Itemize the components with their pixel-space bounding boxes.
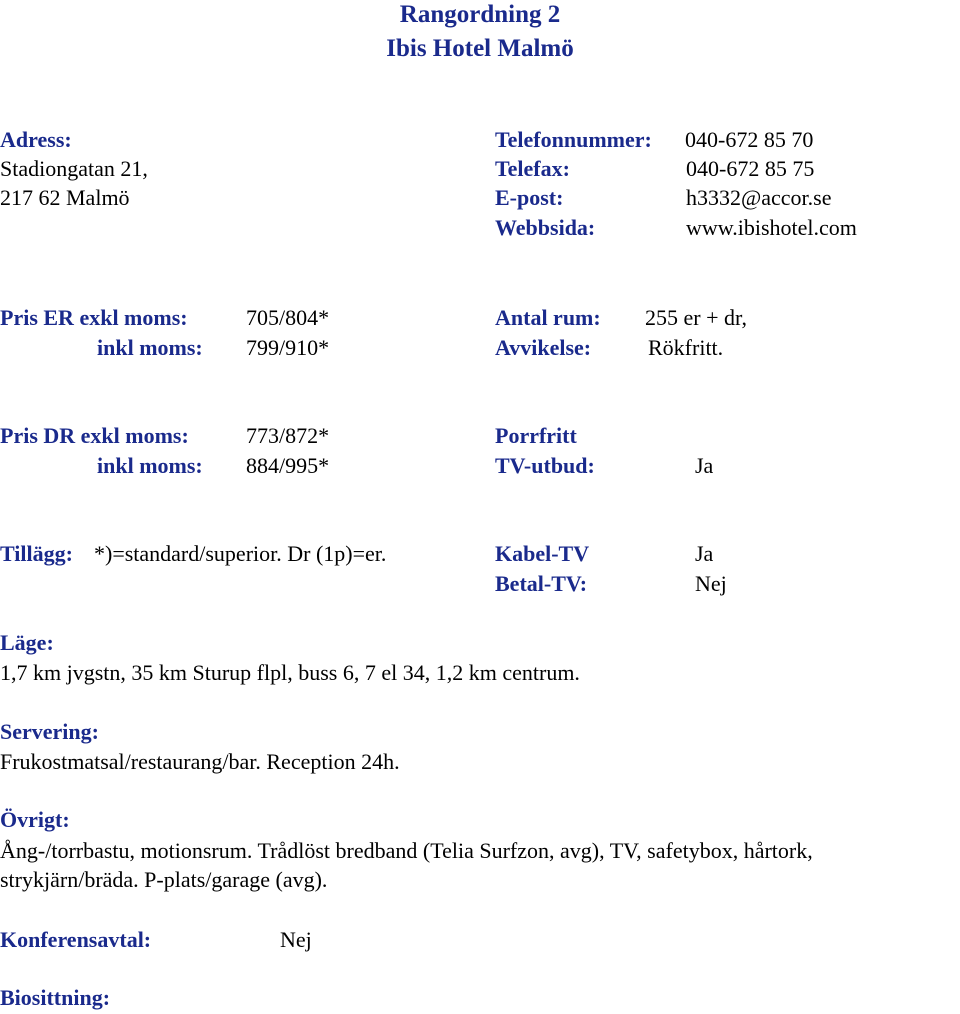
porn-free-label: Porrfritt: [495, 423, 577, 448]
address-city: 217 62 Malmö: [0, 185, 130, 210]
serving-label: Servering:: [0, 719, 99, 744]
pay-tv-label: Betal-TV:: [495, 571, 588, 596]
phone-value: 040-672 85 70: [685, 127, 814, 152]
ranking-title: Rangordning 2: [399, 1, 561, 28]
fax-label: Telefax:: [495, 156, 570, 181]
addition-value: *)=standard/superior. Dr (1p)=er.: [94, 541, 387, 566]
room-count-value: 255 er + dr,: [645, 305, 747, 330]
price-dr-inkl-value: 884/995*: [246, 453, 330, 478]
other-text-line1: Ång-/torrbastu, motionsrum. Trådlöst bredband (Telia Surfzon, avg), TV, safetybox, hårtork,: [0, 838, 813, 863]
location-label: Läge:: [0, 630, 54, 655]
tv-value: Ja: [695, 453, 714, 478]
pay-tv-value: Nej: [695, 571, 727, 596]
hotel-name-title: Ibis Hotel Malmö: [386, 35, 574, 62]
conference-value: Nej: [280, 927, 312, 952]
deviation-value: Rökfritt.: [648, 335, 724, 360]
location-text: 1,7 km jvgstn, 35 km Sturup flpl, buss 6, 7 el 34, 1,2 km centrum.: [0, 660, 580, 685]
cable-tv-label: Kabel-TV: [495, 541, 590, 566]
price-er-exkl-value: 705/804*: [246, 305, 330, 330]
cinema-seating-label: Biosittning:: [0, 985, 111, 1010]
room-count-label: Antal rum:: [495, 305, 601, 330]
address-street: Stadiongatan 21,: [0, 156, 148, 181]
address-label: Adress:: [0, 127, 72, 152]
price-dr-inkl-label: inkl moms:: [97, 453, 203, 478]
email-label: E-post:: [495, 185, 564, 210]
fax-value: 040-672 85 75: [686, 156, 815, 181]
price-er-inkl-value: 799/910*: [246, 335, 330, 360]
price-er-exkl-label: Pris ER exkl moms:: [0, 305, 188, 330]
addition-label: Tillägg:: [0, 541, 73, 566]
price-dr-exkl-value: 773/872*: [246, 423, 330, 448]
price-dr-exkl-label: Pris DR exkl moms:: [0, 423, 189, 448]
conference-label: Konferensavtal:: [0, 927, 152, 952]
web-label: Webbsida:: [495, 215, 596, 240]
phone-label: Telefonnummer:: [495, 127, 652, 152]
web-value: www.ibishotel.com: [686, 215, 857, 240]
serving-text: Frukostmatsal/restaurang/bar. Reception 24h.: [0, 749, 400, 774]
email-value: h3332@accor.se: [686, 185, 832, 210]
price-er-inkl-label: inkl moms:: [97, 335, 203, 360]
tv-label: TV-utbud:: [495, 453, 595, 478]
deviation-label: Avvikelse:: [495, 335, 592, 360]
cable-tv-value: Ja: [695, 541, 714, 566]
other-label: Övrigt:: [0, 807, 70, 832]
other-text-line2: strykjärn/bräda. P-plats/garage (avg).: [0, 867, 328, 892]
